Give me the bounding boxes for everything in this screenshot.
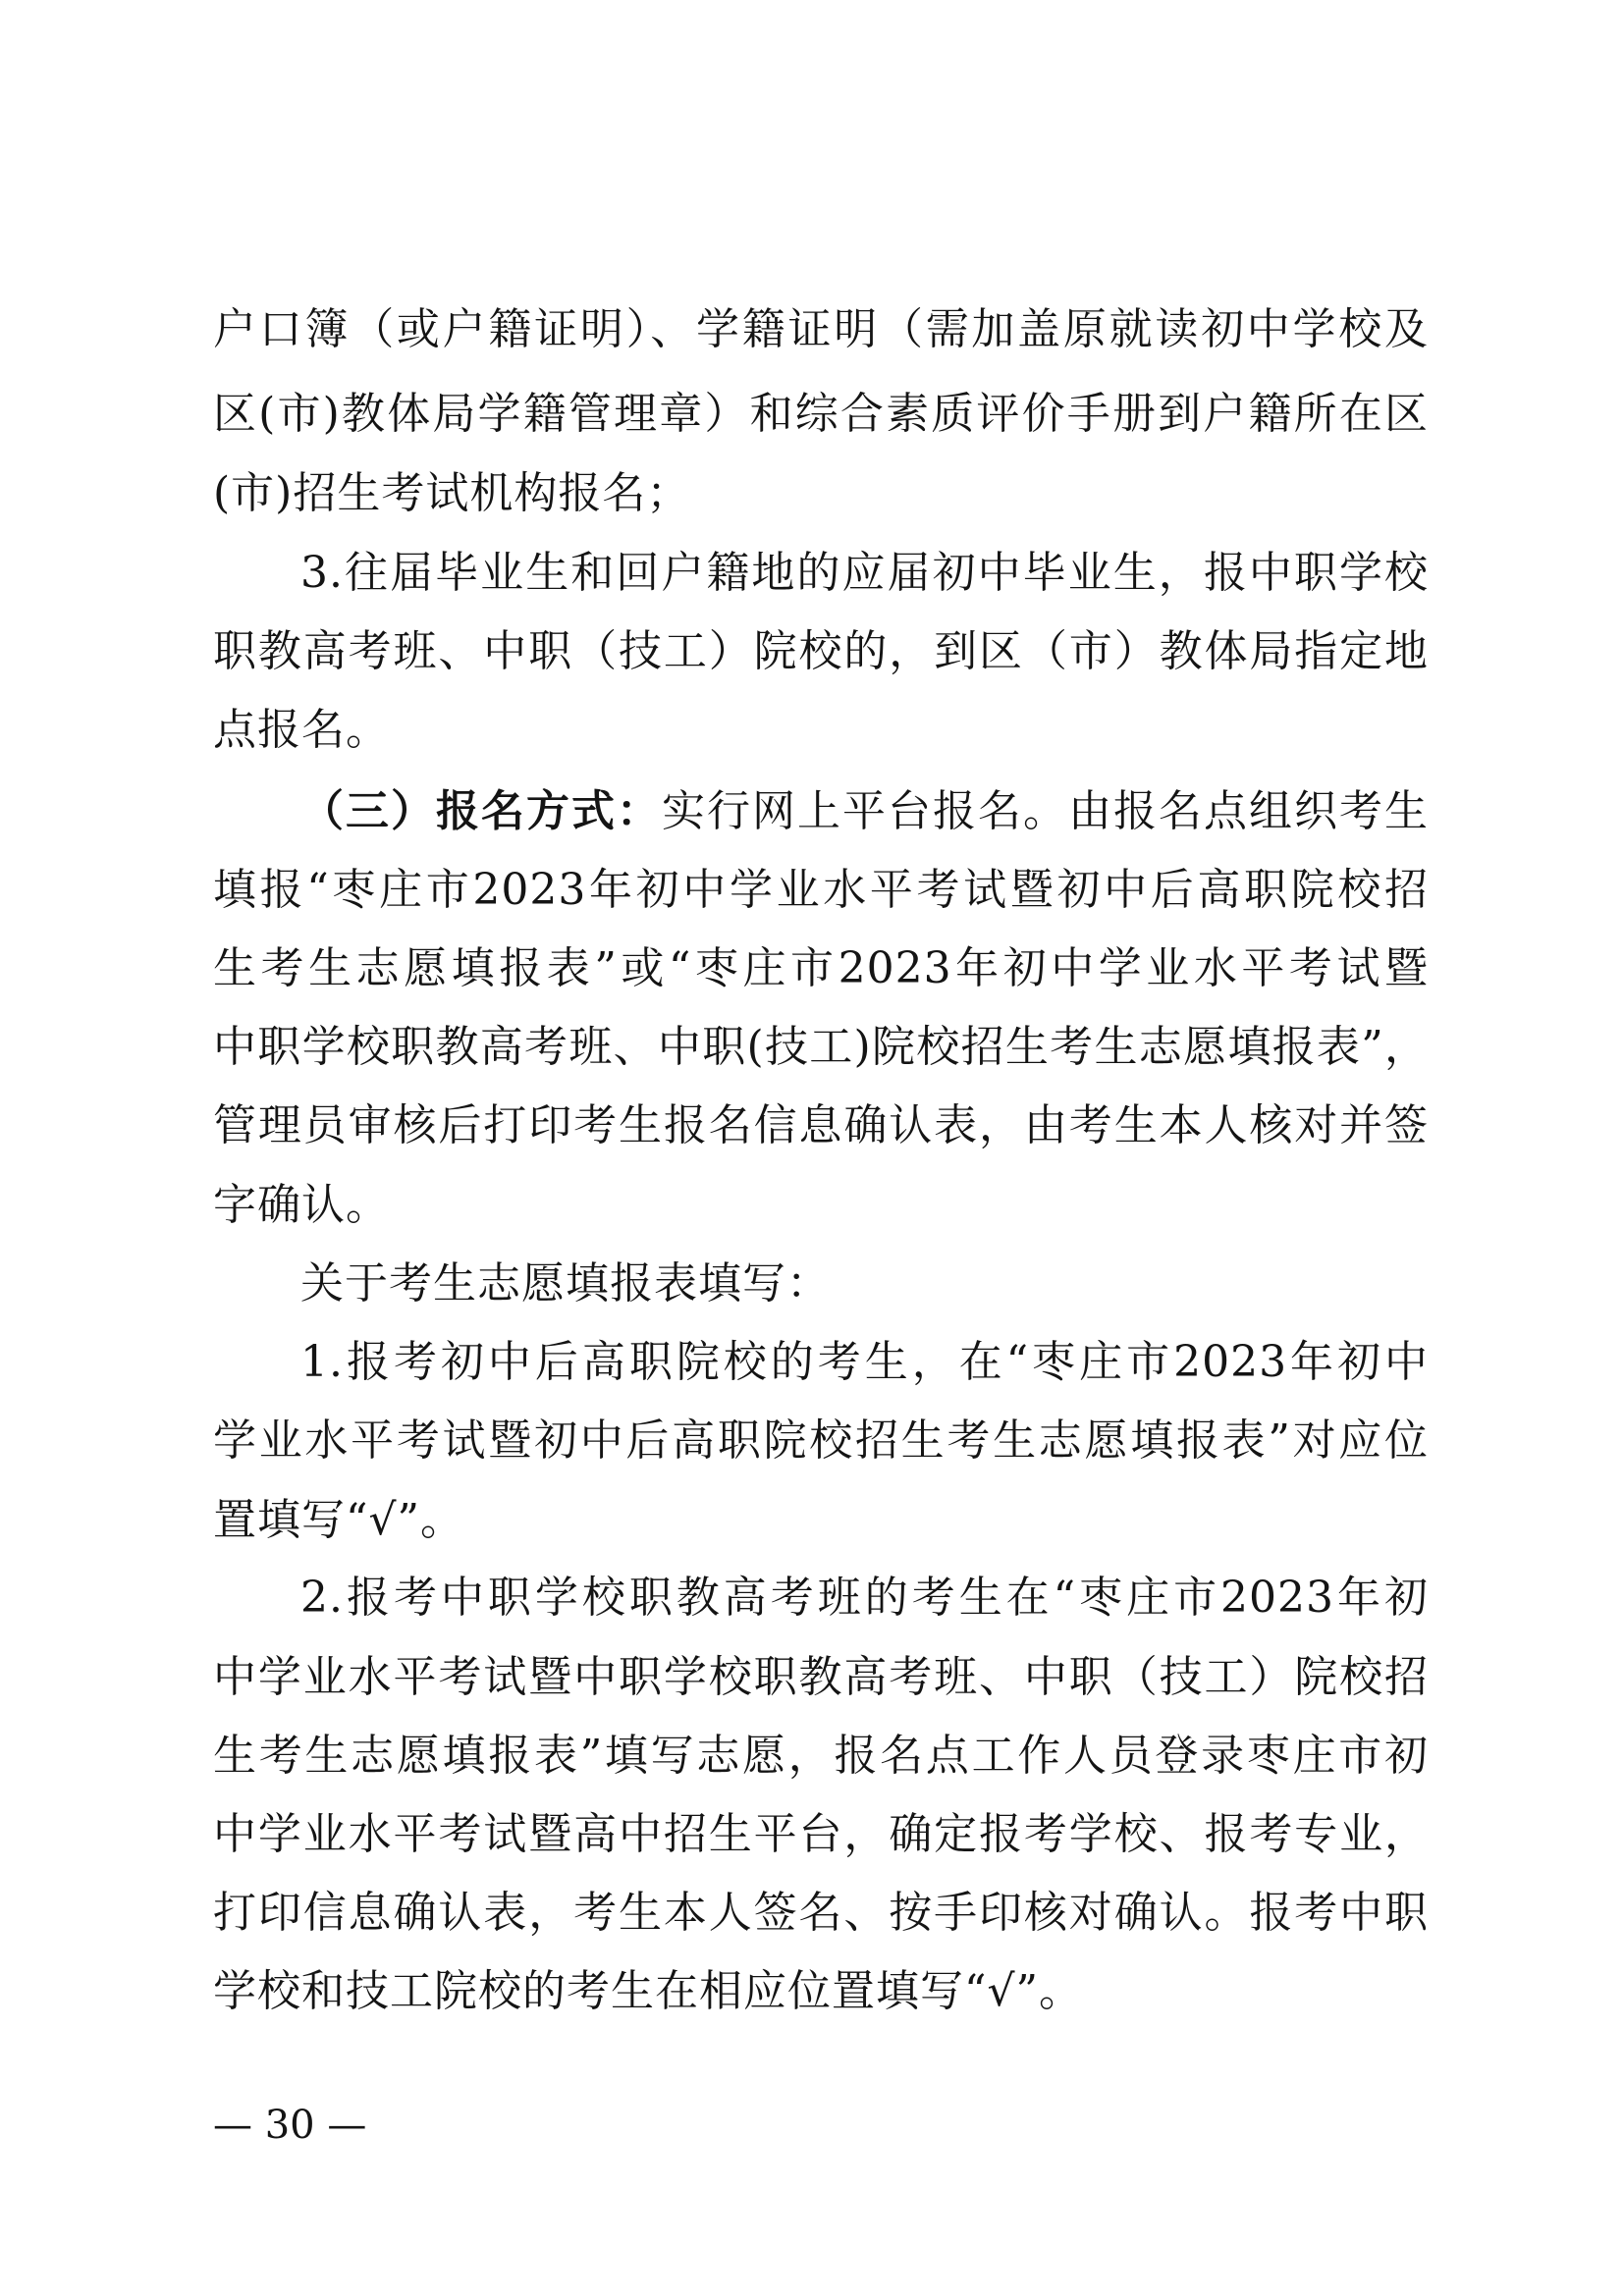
paragraph-1-line-2: 区(市)教体局学籍管理章）和综合素质评价手册到户籍所在区 [213, 389, 1429, 439]
page-number: — 30 — [213, 2103, 367, 2148]
paragraph-5-line-2: 学业水平考试暨初中后高职院校招生考生志愿填报表”对应位 [213, 1415, 1429, 1466]
paragraph-3-line-1 [300, 782, 1429, 841]
paragraph-3-line-3: 生考生志愿填报表”或“枣庄市2023年初中学业水平考试暨 [213, 943, 1429, 993]
paragraph-2-line-2: 职教高考班、中职（技工）院校的，到区（市）教体局指定地 [213, 626, 1429, 676]
paragraph-6-line-4: 中学业水平考试暨高中招生平台，确定报考学校、报考专业， [213, 1809, 1429, 1859]
paragraph-3-line-5: 管理员审核后打印考生报名信息确认表，由考生本人核对并签 [213, 1100, 1429, 1150]
paragraph-6-line-5: 打印信息确认表，考生本人签名、按手印核对确认。报考中职 [213, 1888, 1429, 1938]
paragraph-5-line-3: 置填写“√”。 [213, 1495, 465, 1545]
paragraph-6-line-6: 学校和技工院校的考生在相应位置填写“√”。 [213, 1966, 1084, 2016]
paragraph-3-line-2: 填报“枣庄市2023年初中学业水平考试暨初中后高职院校招 [213, 865, 1429, 915]
paragraph-6-line-3: 生考生志愿填报表”填写志愿，报名点工作人员登录枣庄市初 [213, 1731, 1429, 1781]
paragraph-4-line-1: 关于考生志愿填报表填写： [300, 1258, 831, 1308]
paragraph-1-line-1: 户口簿（或户籍证明）、学籍证明（需加盖原就读初中学校及 [213, 304, 1429, 354]
paragraph-6-line-1: 2.报考中职学校职教高考班的考生在“枣庄市2023年初 [300, 1573, 1429, 1623]
section-heading: （三）报名方式： [300, 786, 662, 836]
paragraph-6-line-2: 中学业水平考试暨中职学校职教高考班、中职（技工）院校招 [213, 1652, 1429, 1702]
paragraph-1-line-3: (市)招生考试机构报名； [213, 468, 691, 518]
paragraph-3-line-6: 字确认。 [213, 1180, 390, 1230]
paragraph-2-line-1: 3.往届毕业生和回户籍地的应届初中毕业生，报中职学校 [300, 548, 1429, 598]
paragraph-3-line-1-text: 实行网上平台报名。由报名点组织考生 [662, 786, 1429, 836]
paragraph-5-line-1: 1.报考初中后高职院校的考生，在“枣庄市2023年初中 [300, 1337, 1429, 1387]
paragraph-2-line-3: 点报名。 [213, 705, 390, 755]
paragraph-3-line-4: 中职学校职教高考班、中职(技工)院校招生考生志愿填报表”， [213, 1022, 1429, 1072]
